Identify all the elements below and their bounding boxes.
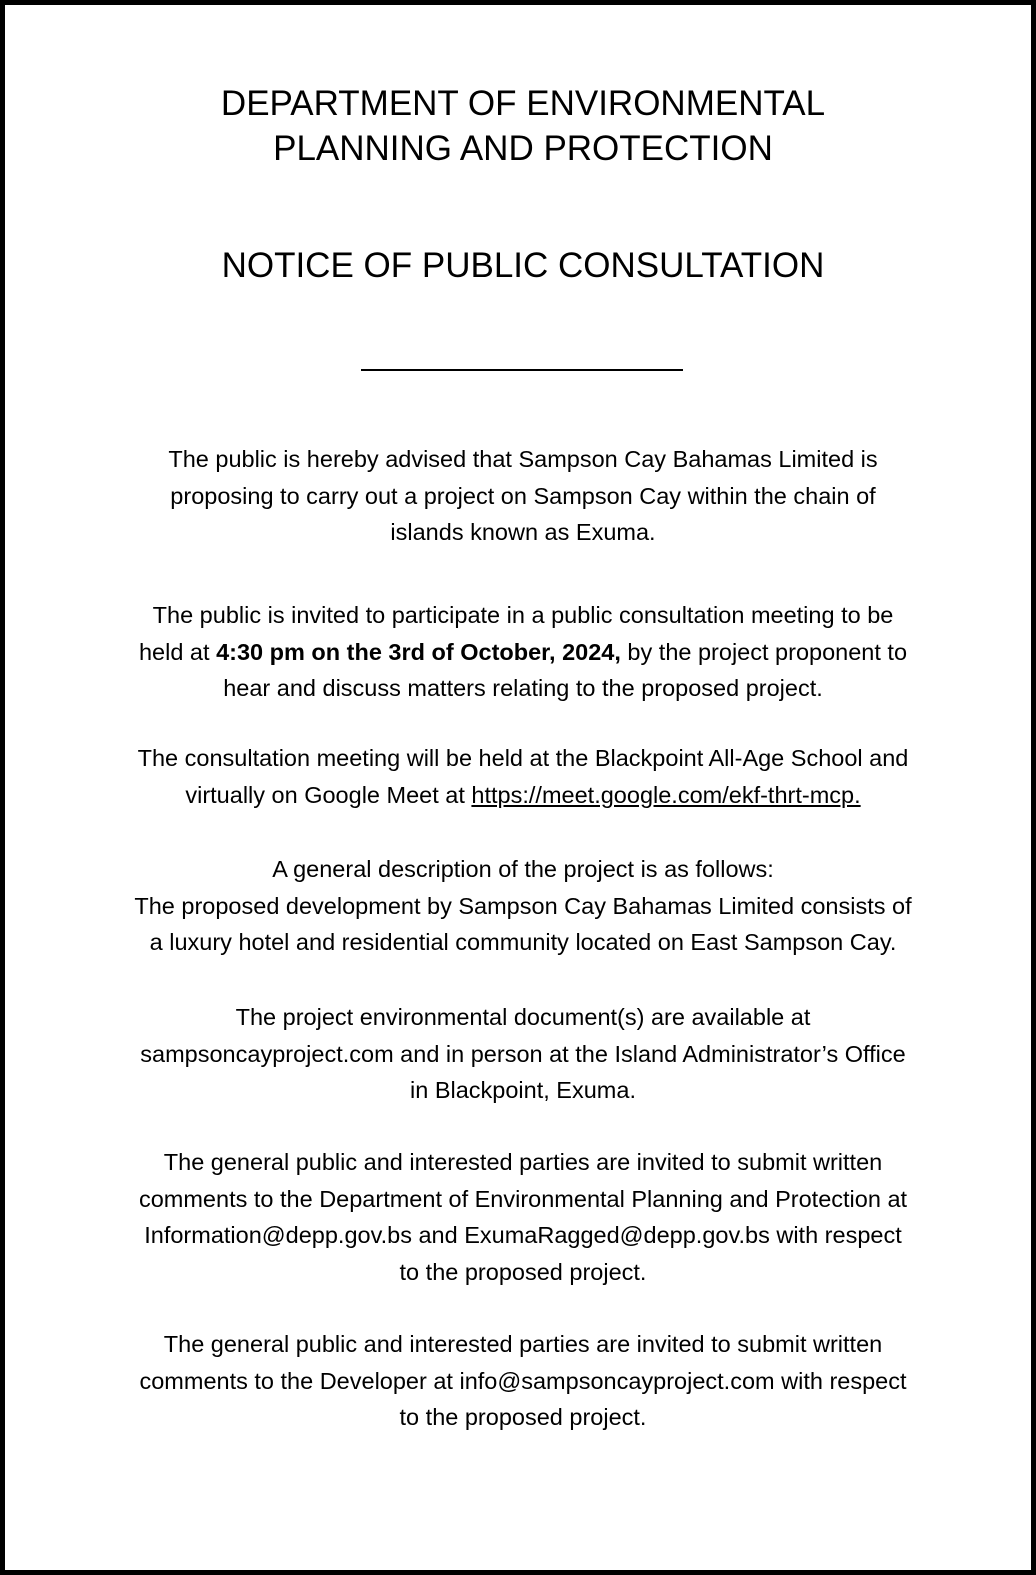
p1-line3: islands known as Exuma.: [390, 519, 656, 545]
department-heading-line2: PLANNING AND PROTECTION: [273, 129, 773, 168]
p1-line1: The public is hereby advised that Sampson Cay Bahamas Limited is: [168, 446, 878, 472]
paragraph-comments-to-department: [63, 1144, 983, 1290]
title-divider: [361, 369, 683, 371]
p2-line3: hear and discuss matters relating to the proposed project.: [223, 675, 823, 701]
meeting-date-time: 4:30 pm on the 3rd of October, 2024,: [216, 638, 621, 665]
p5-line3: in Blackpoint, Exuma.: [410, 1077, 636, 1103]
p4-line3: a luxury hotel and residential community located on East Sampson Cay.: [149, 929, 897, 955]
p2-line2-prefix: held at: [138, 638, 217, 665]
paragraph-project-description: [63, 851, 983, 961]
p6-line4: to the proposed project.: [399, 1258, 647, 1285]
p1-line2: proposing to carry out a project on Sampson Cay within the chain of: [170, 482, 876, 509]
p2-line2: [63, 634, 983, 671]
p2-line1: The public is invited to participate in a public consultation meeting to be: [152, 602, 894, 628]
department-heading: [5, 81, 1036, 171]
p7-line1: The general public and interested parties are invited to submit written: [163, 1331, 883, 1357]
p7-line3: to the proposed project.: [399, 1404, 647, 1430]
paragraph-documents-availability: [63, 999, 983, 1109]
notice-title: NOTICE OF PUBLIC CONSULTATION: [221, 246, 825, 285]
p3-line2: [63, 777, 983, 814]
p5-line1: The project environmental document(s) are available at: [235, 1004, 811, 1030]
p6-line3: Information@depp.gov.bs and ExumaRagged@depp.gov.bs with respect: [144, 1222, 902, 1248]
paragraph-project-advisory: [63, 441, 983, 551]
p6-line1: The general public and interested parties are invited to submit written: [163, 1149, 883, 1175]
p4-line1: A general description of the project is as follows:: [272, 856, 774, 882]
p4-line2: The proposed development by Sampson Cay Bahamas Limited consists of: [134, 892, 912, 919]
p5-line2: sampsoncayproject.com and in person at the Island Administrator’s Office: [140, 1040, 906, 1067]
department-heading-line1: DEPARTMENT OF ENVIRONMENTAL: [220, 84, 826, 123]
p3-line2-prefix: virtually on Google Meet at: [185, 781, 472, 808]
p7-line2: comments to the Developer at info@sampsoncayproject.com with respect: [139, 1367, 907, 1394]
google-meet-link[interactable]: https://meet.google.com/ekf-thrt-mcp.: [471, 781, 861, 808]
paragraph-comments-to-developer: [63, 1326, 983, 1436]
p6-line2: comments to the Department of Environmental Planning and Protection at: [138, 1185, 908, 1212]
paragraph-meeting-location: [63, 740, 983, 813]
p2-line2-suffix: by the project proponent to: [620, 638, 908, 665]
p3-line1: The consultation meeting will be held at the Blackpoint All-Age School and: [137, 745, 909, 771]
paragraph-meeting-invitation: [63, 597, 983, 707]
